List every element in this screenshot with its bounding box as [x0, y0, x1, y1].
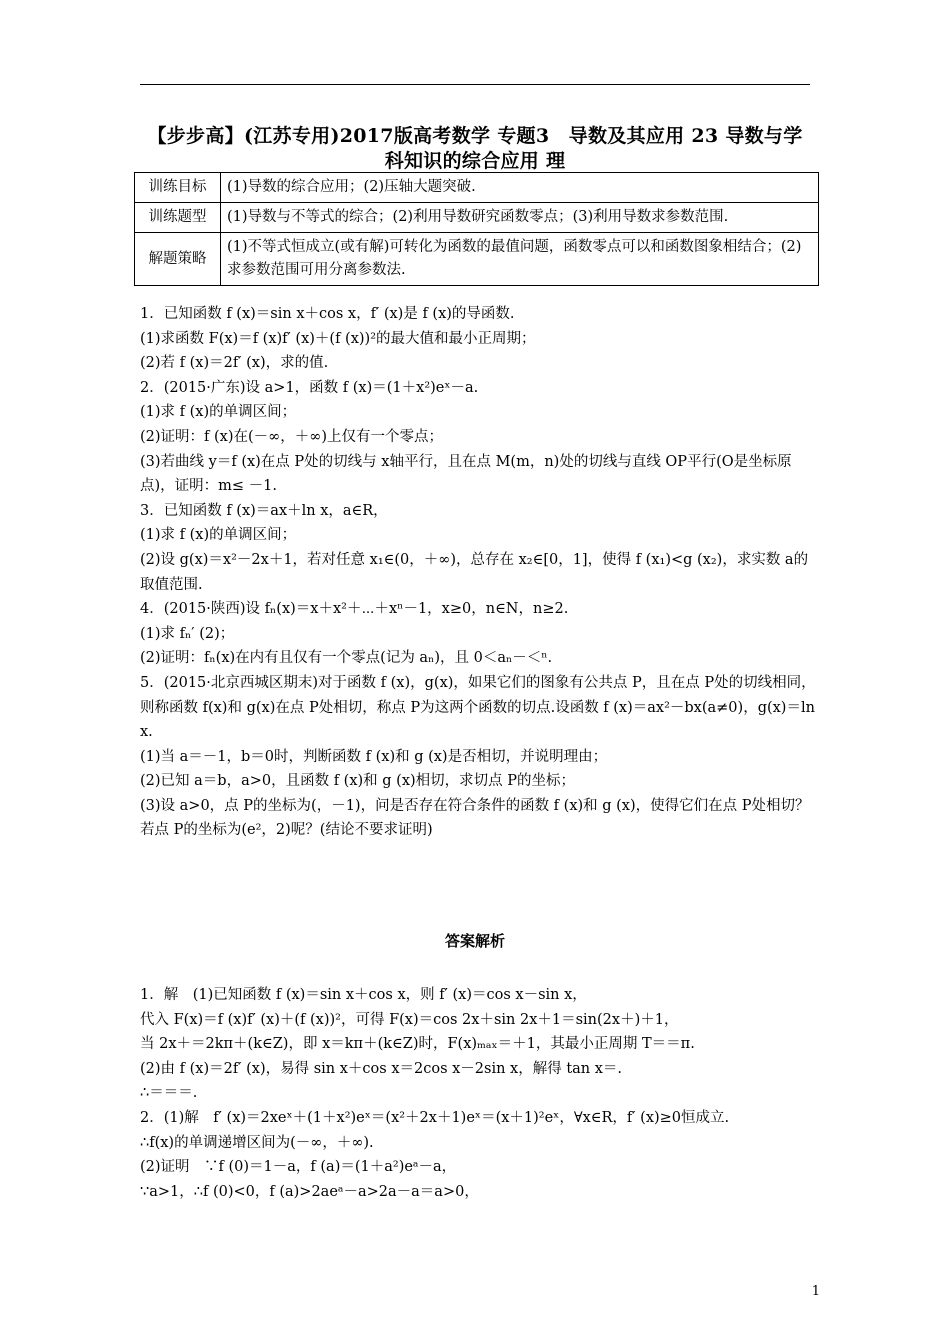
table-value: (1)不等式恒成立(或有解)可转化为函数的最值问题，函数零点可以和函数图象相结合；(2)求参数范围可用分离参数法. — [221, 233, 819, 286]
table-value: (1)导数的综合应用；(2)压轴大题突破. — [221, 173, 819, 203]
table-key: 解题策略 — [135, 233, 221, 286]
question-line: 5．(2015·北京西城区期末)对于函数 f (x)，g(x)，如果它们的图象有公共点 P，且在点 P处的切线相同，则称函数 f(x)和 g(x)在点 P处相切，称点 P为这两个函数的切点.设函数 f (x)＝ax²－bx(a≠0)，g(x)＝ln x. — [140, 674, 816, 741]
document-title: 【步步高】(江苏专用)2017版高考数学 专题3 导数及其应用 23 导数与学科知识的综合应用 理 — [147, 125, 803, 172]
question-line: (3)设 a>0，点 P的坐标为(，－1)，问是否存在符合条件的函数 f (x)和 g (x)，使得它们在点 P处相切？若点 P的坐标为(e²，2)呢？(结论不要求证明) — [140, 797, 810, 839]
table-key: 训练题型 — [135, 203, 221, 233]
answer-line: (2)由 f (x)＝2f′ (x)，易得 sin x＋cos x＝2cos x－2sin x，解得 tan x＝. — [140, 1060, 623, 1077]
answer-line: (2)证明 ∵f (0)＝1－a，f (a)＝(1＋a²)eᵃ－a， — [140, 1159, 457, 1176]
answer-line: 1．解 (1)已知函数 f (x)＝sin x＋cos x，则 f′ (x)＝cos x－sin x， — [140, 987, 587, 1003]
training-info-table — [134, 172, 819, 286]
table-key: 训练目标 — [135, 173, 221, 203]
question-line: (2)证明：f (x)在(－∞，＋∞)上仅有一个零点； — [140, 428, 443, 445]
questions-section — [140, 302, 816, 843]
question-line: (1)求函数 F(x)＝f (x)f′ (x)＋(f (x))²的最大值和最小正周期； — [140, 330, 536, 347]
table-row — [135, 173, 819, 203]
answer-line: ∵a>1，∴f (0)<0，f (a)>2aeᵃ－a>2a－a＝a>0， — [140, 1183, 479, 1200]
answer-line: 当 2x＋＝2kπ＋(k∈Z)，即 x＝kπ＋(k∈Z)时，F(x)ₘₐₓ＝＋1，其最小正周期 T＝＝π. — [140, 1036, 695, 1053]
answers-section — [140, 983, 820, 1204]
question-line: 2．(2015·广东)设 a>1，函数 f (x)＝(1＋x²)eˣ－a. — [140, 379, 479, 396]
question-line: (1)求 f (x)的单调区间； — [140, 404, 297, 421]
question-line: (3)若曲线 y＝f (x)在点 P处的切线与 x轴平行，且在点 M(m，n)处的切线与直线 OP平行(O是坐标原点)，证明：m≤ －1. — [140, 453, 792, 495]
question-line: (2)设 g(x)＝x²－2x＋1，若对任意 x₁∈(0，＋∞)，总存在 x₂∈[0，1]，使得 f (x₁)<g (x₂)，求实数 a的取值范围. — [140, 551, 809, 593]
answer-line: 代入 F(x)＝f (x)f′ (x)＋(f (x))²，可得 F(x)＝cos 2x＋sin 2x＋1＝sin(2x＋)＋1， — [140, 1011, 679, 1028]
question-line: (1)求 fₙ′ (2)； — [140, 625, 235, 642]
answer-heading: 答案解析 — [444, 932, 505, 950]
question-line: (2)已知 a＝b，a>0，且函数 f (x)和 g (x)相切，求切点 P的坐标； — [140, 773, 576, 790]
table-value: (1)导数与不等式的综合；(2)利用导数研究函数零点；(3)利用导数求参数范围. — [221, 203, 819, 233]
answer-line: ∴＝＝＝. — [140, 1085, 198, 1102]
question-line: (1)求 f (x)的单调区间； — [140, 527, 297, 544]
question-line: (2)证明：fₙ(x)在内有且仅有一个零点(记为 aₙ)，且 0＜aₙ－＜ⁿ. — [140, 650, 553, 667]
header-rule — [140, 84, 810, 85]
question-line: (2)若 f (x)＝2f′ (x)，求的值. — [140, 355, 329, 372]
answer-line: ∴f(x)的单调递增区间为(－∞，＋∞). — [140, 1134, 374, 1151]
question-line: 4．(2015·陕西)设 fₙ(x)＝x＋x²＋⋯＋xⁿ－1，x≥0，n∈N，n≥2. — [140, 601, 569, 618]
question-line: (1)当 a＝－1，b＝0时，判断函数 f (x)和 g (x)是否相切，并说明理由； — [140, 748, 608, 765]
answer-line: 2．(1)解 f′ (x)＝2xeˣ＋(1＋x²)eˣ＝(x²＋2x＋1)eˣ＝(x＋1)²eˣ，∀x∈R，f′ (x)≥0恒成立. — [140, 1109, 730, 1126]
table-row — [135, 203, 819, 233]
page-number: 1 — [811, 1284, 820, 1299]
table-row — [135, 233, 819, 286]
question-line: 3．已知函数 f (x)＝ax＋ln x，a∈R， — [140, 502, 388, 519]
question-line: 1．已知函数 f (x)＝sin x＋cos x，f′ (x)是 f (x)的导函数. — [140, 306, 515, 322]
